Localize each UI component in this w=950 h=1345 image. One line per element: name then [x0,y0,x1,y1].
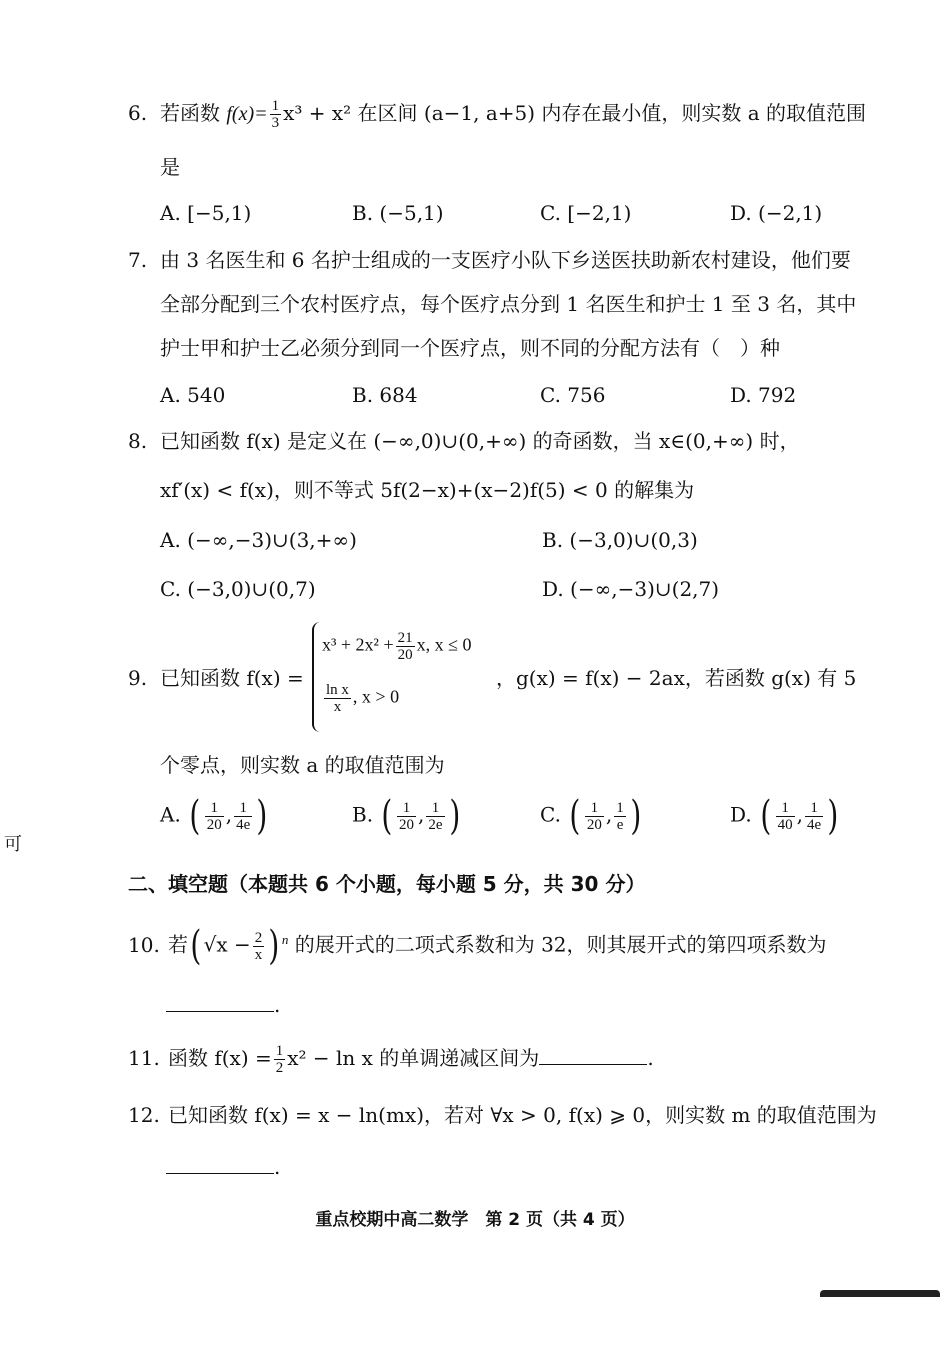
question-number: 12. [128,1103,160,1127]
option-c: C. [−2,1) [540,201,632,225]
question-number: 6. [128,101,148,125]
question-9-stem-end: 个零点，则实数 a 的取值范围为 [160,753,445,777]
section-heading: 二、填空题（本题共 6 个小题，每小题 5 分，共 30 分） [128,872,646,896]
question-9-stem-cont: ，g(x) = f(x) − 2ax，若函数 g(x) 有 5 [496,666,857,690]
question-10-stem: 10. 若( √x − $\frac{2}{x}$ ) $^n$ 的展开式的二项式系数和为 32，则其展开式的第四项系数为 [128,923,827,970]
option-c: C. 756 [540,383,606,407]
question-12-stem: 12. 已知函数 f(x) = x − ln(mx)，若对 ∀x > 0, f(x) ⩾ 0，则实数 m 的取值范围为 [128,1100,870,1130]
question-6-stem-cont: 是 [160,155,180,179]
question-number: 9. [128,666,148,690]
option-b: B. ( $\frac{1}{20}$ , $\frac{1}{2e}$ ) [352,793,460,839]
margin-character: 可 [4,834,22,855]
question-9-stem: 9. 已知函数 f(x) = [128,663,304,693]
page-footer: 重点校期中高二数学 第 2 页（共 4 页） [315,1210,635,1230]
question-7-line-2: 全部分配到三个农村医疗点，每个医疗点分到 1 名医生和护士 1 至 3 名，其中 [160,292,857,316]
piecewise-case-1: x³ + 2x² + $\frac{21}{20}$ x, x ≤ 0 [322,630,472,663]
option-b: B. 684 [352,383,418,407]
option-d: D. ( $\frac{1}{40}$ , $\frac{1}{4e}$ ) [730,793,839,839]
option-a: A. (−∞,−3)∪(3,+∞) [160,528,357,552]
question-7-line-3: 护士甲和护士乙必须分到同一个医疗点，则不同的分配方法有（ ）种 [160,336,780,360]
option-d: D. 792 [730,383,797,407]
option-b: B. (−3,0)∪(0,3) [542,528,698,552]
question-number: 8. [128,429,148,453]
question-6-stem: 6. 若函数 f(x)= $\frac{1}{3}$ x³ + x² 在区间 (a−1, a+5) 内存在最小值，则实数 a 的取值范围 [128,98,867,131]
question-number: 10. [128,932,160,957]
option-a: A. ( $\frac{1}{20}$ , $\frac{1}{4e}$ ) [160,793,268,839]
piecewise-case-2: $\frac{\text{ln x}}{x}$ , x > 0 [326,682,400,715]
question-8-line-1: 8. 已知函数 f(x) 是定义在 (−∞,0)∪(0,+∞) 的奇函数，当 x∈(0,+∞) 时， [128,426,870,456]
answer-blank[interactable] [166,991,274,1012]
answer-blank[interactable] [539,1044,647,1065]
answer-blank[interactable] [166,1153,274,1174]
option-b: B. (−5,1) [352,201,444,225]
option-d: D. (−2,1) [730,201,823,225]
question-11-stem: 11. 函数 f(x) = $\frac{1}{2}$ x² − ln x 的单调递减区间为 . [128,1043,654,1076]
option-c: C. ( $\frac{1}{20}$ , $\frac{1}{e}$ ) [540,793,642,839]
option-a: A. 540 [160,383,226,407]
question-number: 11. [128,1046,160,1070]
option-a: A. [−5,1) [160,201,252,225]
question-12-answer: . [166,1152,870,1182]
question-8-line-2: xf′(x) < f(x)，则不等式 5f(2−x)+(x−2)f(5) < 0 的解集为 [160,478,695,502]
scan-artifact [820,1290,940,1304]
option-d: D. (−∞,−3)∪(2,7) [542,577,720,601]
question-number: 7. [128,248,148,272]
question-10-answer: . [166,990,870,1020]
option-c: C. (−3,0)∪(0,7) [160,577,316,601]
question-7-line-1: 7. 由 3 名医生和 6 名护士组成的一支医疗小队下乡送医扶助新农村建设，他们要 [128,245,870,275]
fraction: $\frac{1}{3}$ [271,98,280,131]
